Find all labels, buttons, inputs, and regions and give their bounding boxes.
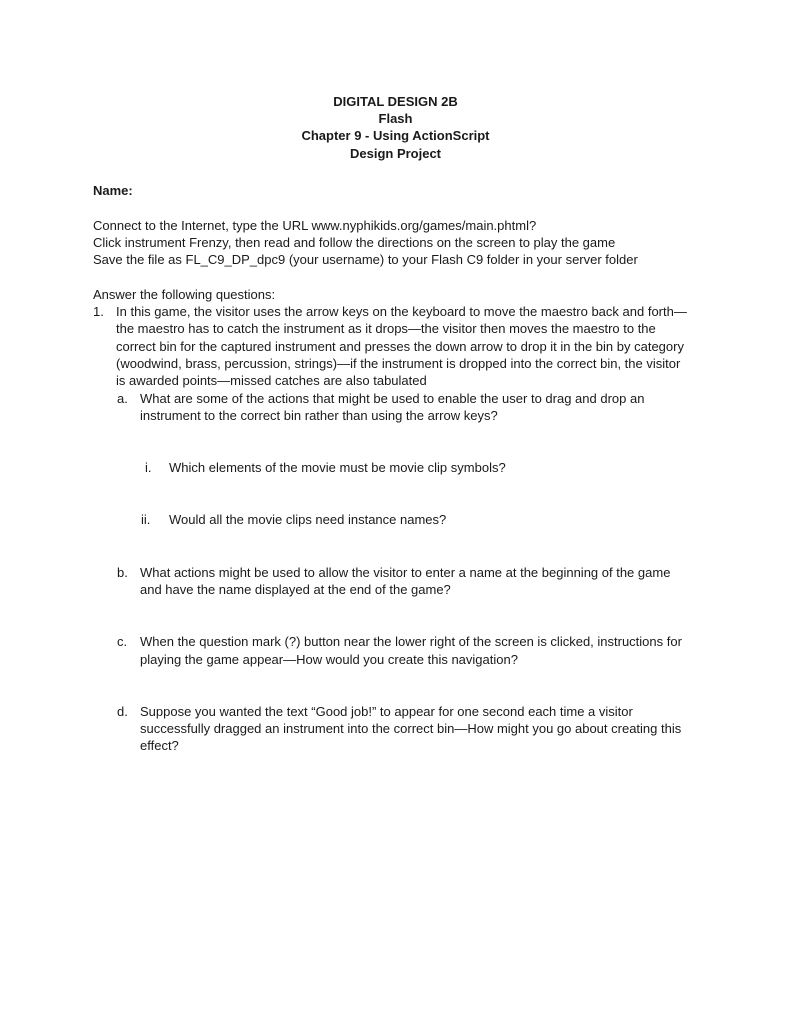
subquestion-marker: d. <box>117 704 128 719</box>
subquestion-marker: ii. <box>141 512 151 527</box>
question-line: the maestro has to catch the instrument as it drops—the visitor then moves the maestro to the <box>116 321 656 336</box>
subquestion-line: Would all the movie clips need instance names? <box>169 512 447 527</box>
subquestion-line: Which elements of the movie must be movie clip symbols? <box>169 460 506 475</box>
subject-title: Flash <box>378 111 413 126</box>
chapter-title: Chapter 9 - Using ActionScript <box>301 128 490 143</box>
subquestion-marker: i. <box>145 460 152 475</box>
subquestion-line: and have the name displayed at the end of the game? <box>140 582 451 597</box>
question-line: correct bin for the captured instrument and presses the down arrow to drop it in the bin by category <box>116 339 684 354</box>
question-line: (woodwind, brass, percussion, strings)—if the instrument is dropped into the correct bin, the visitor <box>116 356 681 371</box>
subquestion-line: successfully dragged an instrument into the correct bin—How might you go about creating this <box>140 721 682 736</box>
subquestion-line: When the question mark (?) button near the lower right of the screen is clicked, instructions for <box>140 634 682 649</box>
intro-line: Save the file as FL_C9_DP_dpc9 (your username) to your Flash C9 folder in your server folder <box>93 252 638 267</box>
project-title: Design Project <box>349 146 442 161</box>
answer-label: Answer the following questions: <box>93 287 276 302</box>
subquestion-marker: a. <box>117 391 128 406</box>
subquestion-line: What are some of the actions that might be used to enable the user to drag and drop an <box>140 391 645 406</box>
subquestion-line: What actions might be used to allow the visitor to enter a name at the beginning of the game <box>140 565 671 580</box>
subquestion-line: Suppose you wanted the text “Good job!” to appear for one second each time a visitor <box>140 704 633 719</box>
question-line: is awarded points—missed catches are also tabulated <box>116 373 427 388</box>
subquestion-marker: c. <box>117 634 128 649</box>
subquestion-line: effect? <box>140 738 179 753</box>
question-line: In this game, the visitor uses the arrow keys on the keyboard to move the maestro back and forth— <box>116 304 687 319</box>
subquestion-line: playing the game appear—How would you create this navigation? <box>140 652 518 667</box>
intro-line: Connect to the Internet, type the URL www.nyphikids.org/games/main.phtml? <box>93 218 537 233</box>
intro-line: Click instrument Frenzy, then read and follow the directions on the screen to play the game <box>93 235 616 250</box>
question-number: 1. <box>93 304 104 319</box>
name-label: Name: <box>93 183 133 198</box>
subquestion-marker: b. <box>117 565 128 580</box>
course-title: DIGITAL DESIGN 2B <box>333 94 458 109</box>
subquestion-line: instrument to the correct bin rather than using the arrow keys? <box>140 408 498 423</box>
